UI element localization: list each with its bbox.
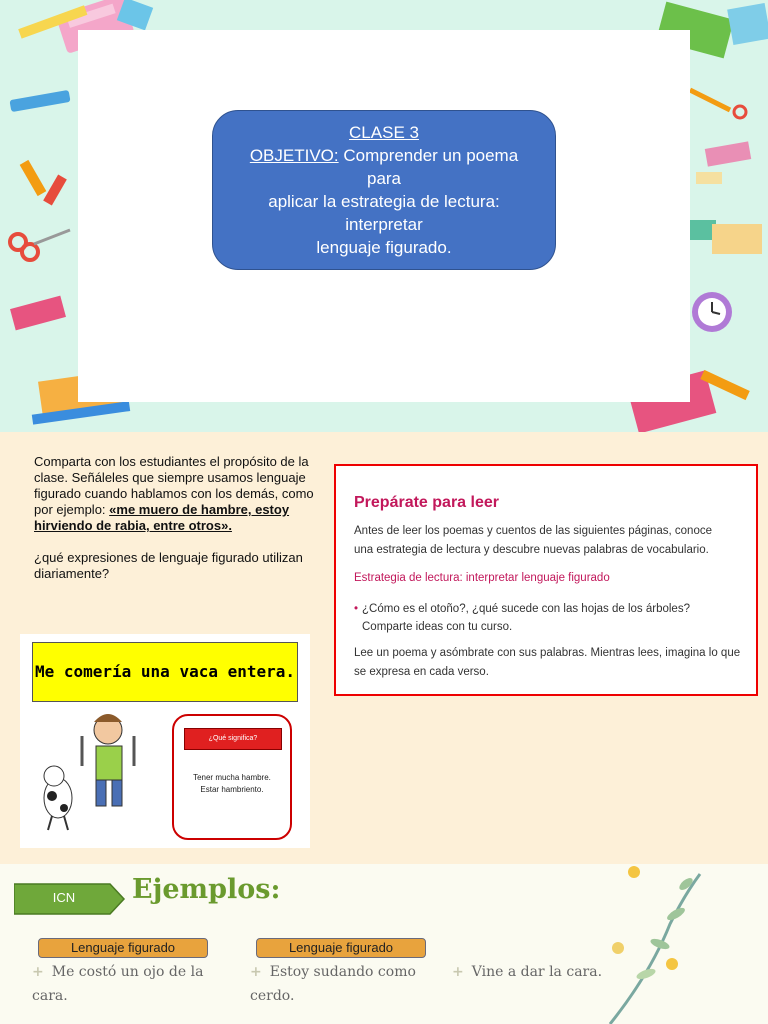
meaning-card-header: ¿Qué significa?	[184, 728, 282, 750]
example-2	[250, 960, 430, 1008]
supply-box-icon	[727, 3, 768, 45]
icn-label: ICN	[52, 890, 76, 905]
crayon-icon	[20, 160, 47, 196]
objective-text-4: interpretar	[345, 215, 423, 234]
floral-branch-decoration	[590, 864, 768, 1024]
meaning-line-2: Estar hambriento.	[200, 785, 264, 794]
textbook-paragraph-1: Antes de leer los poemas y cuentos de las siguientes páginas, conoce una estrategia de lectura y descubre nuevas palabras de vocabulario.	[354, 525, 712, 556]
figurative-example-image	[20, 634, 310, 848]
man-icon	[82, 714, 134, 806]
icn-tag	[14, 882, 126, 914]
slide-instructions	[0, 432, 768, 864]
example-3	[452, 960, 622, 984]
example-3-text: Vine a dar la cara.	[471, 964, 603, 980]
intro-text: Comparta con los estudiantes el propósito de la clase. Señáleles que siempre usamos lenguaje figurado cuando hablamos con los demás, como por ejemplo:	[34, 454, 314, 517]
intro-examples: «me muero de hambre, estoy hirviendo de rabia, entre otros».	[34, 502, 290, 533]
alarm-clock-icon	[692, 292, 732, 332]
plus-icon: +	[452, 964, 464, 980]
figurative-label-1: Lenguaje figurado	[38, 938, 208, 958]
slide-objective	[0, 0, 768, 432]
cow-icon	[44, 766, 72, 830]
bullet-icon: •	[354, 603, 359, 615]
hungry-man-and-cow-illustration	[24, 706, 164, 846]
examples-title: Ejemplos:	[132, 874, 281, 905]
textbook-title: Prepárate para leer	[354, 494, 499, 511]
objective-box	[212, 110, 556, 270]
textbook-paragraph-2: Lee un poema y asómbrate con sus palabras. Mientras lees, imagina lo que se expresa en cada verso.	[354, 647, 741, 678]
example-2-text: Estoy sudando como cerdo.	[250, 964, 416, 1004]
notebook-icon	[10, 296, 66, 331]
figurative-label-2: Lenguaje figurado	[256, 938, 426, 958]
objective-label: OBJETIVO:	[249, 146, 339, 165]
scissors-icon-right	[690, 90, 746, 118]
slide-examples	[0, 864, 768, 1024]
scissors-icon	[10, 230, 70, 260]
crayon-icon-2	[43, 175, 67, 206]
meaning-card	[172, 714, 292, 840]
open-book-icon	[680, 220, 762, 254]
textbook-bullet	[354, 600, 734, 636]
objective-text-2: para	[366, 169, 402, 188]
objective-text-1: Comprender un poema	[338, 146, 519, 165]
example-1	[32, 960, 212, 1008]
plus-icon: +	[250, 964, 262, 980]
strategy-heading: Estrategia de lectura: interpretar lenguaje figurado	[354, 572, 610, 584]
textbook-excerpt	[334, 464, 758, 696]
bullet-line-2: Comparte ideas con tu curso.	[362, 621, 513, 633]
example-1-text: Me costó un ojo de la cara.	[32, 964, 204, 1004]
objective-text-3: aplicar la estrategia de lectura:	[268, 192, 500, 211]
question-text: ¿qué expresiones de lenguaje figurado utilizan diariamente?	[34, 550, 303, 581]
class-number: CLASE 3	[349, 123, 419, 142]
pencil-case-icon	[705, 141, 751, 166]
plus-icon: +	[32, 964, 44, 980]
phrase-banner: Me comería una vaca entera.	[32, 642, 298, 702]
bullet-line-1: ¿Cómo es el otoño?, ¿qué sucede con las hojas de los árboles?	[362, 603, 690, 615]
meaning-line-1: Tener mucha hambre.	[193, 773, 271, 782]
pencil-icon	[9, 90, 70, 112]
objective-text-5: lenguaje figurado.	[316, 238, 452, 257]
teacher-instructions	[34, 454, 314, 598]
eraser-icon	[696, 172, 722, 184]
